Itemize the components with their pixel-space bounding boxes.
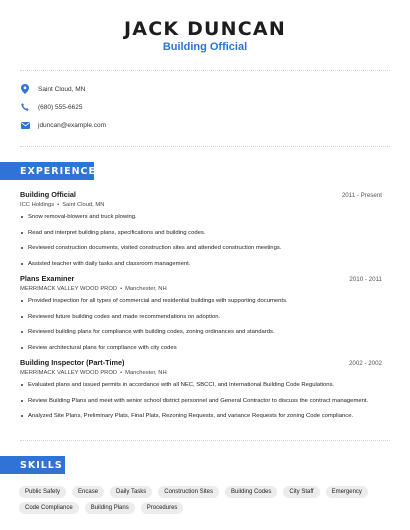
bullet-item: Review architectural plans for compliance with city codes: [20, 344, 382, 360]
contact-phone-text: (680) 555-6625: [38, 103, 83, 111]
skill-chip: City Staff: [283, 486, 319, 498]
job-entry-company-line: MERRIMACK VALLEY WOOD PROD • Manchester, NH: [20, 286, 167, 292]
job-entry: [20, 274, 382, 359]
skill-chip: Code Compliance: [19, 502, 79, 514]
job-entry-title: Building Inspector (Part-Time): [20, 358, 125, 367]
divider: [20, 70, 390, 71]
divider: [20, 146, 390, 147]
contact-phone: [20, 101, 82, 113]
bullet-item: Evaluated plans and issued permits in accordance with all NEC, SBCCI, and International Building Code Regulations.: [20, 381, 382, 397]
job-entry-dates: 2010 - 2011: [349, 276, 382, 283]
contact-email-text: jduncan@example.com: [38, 121, 107, 129]
bullet-item: Reviewed building plans for compliance with building codes, zoning ordinances and standards.: [20, 328, 382, 344]
bullet-item: Provided inspection for all types of commercial and residential buildings with supporting documents.: [20, 297, 382, 313]
job-bullets: [20, 213, 382, 275]
skill-chip: Building Plans: [85, 502, 135, 514]
job-entry: [20, 358, 382, 428]
contact-location-text: Saint Cloud, MN: [38, 85, 86, 93]
skill-chip: Emergency: [326, 486, 368, 498]
job-entry-dates: 2002 - 2002: [348, 360, 382, 367]
phone-icon: [20, 101, 30, 113]
divider: [20, 440, 390, 441]
job-entry-location: Saint Cloud, MN: [62, 202, 105, 208]
bullet-item: Analyzed Site Plans, Preliminary Plats, Final Plats, Rezoning Requests, and variance Requests for zoning Code compliance.: [20, 412, 382, 428]
location-pin-icon: [20, 83, 30, 95]
skill-chip: Public Safety: [19, 486, 66, 498]
bullet-item: Snow removal-blowers and truck plowing.: [20, 213, 382, 229]
job-entry-company: ICC Holdings: [20, 202, 55, 208]
bullet-item: Reviewed construction documents, visited construction sites and attended construction meetings.: [20, 244, 382, 260]
skills-heading: SKILLS: [0, 456, 65, 474]
job-entry-title: Building Official: [20, 190, 76, 199]
job-entry-title: Plans Examiner: [20, 274, 75, 283]
job-entry-company-line: MERRIMACK VALLEY WOOD PROD • Manchester, NH: [20, 370, 167, 376]
bullet-item: Read and interpret building plans, specifications and building codes.: [20, 229, 382, 245]
bullet-item: Reviewed future building codes and made recommendations on adoption.: [20, 313, 382, 329]
contact-location: [20, 83, 85, 95]
job-entry-dates: 2011 - Present: [341, 192, 382, 199]
bullet-item: Assisted teacher with daily tasks and classroom management.: [20, 260, 382, 276]
job-title: Building Official: [162, 41, 248, 53]
job-entry-company-line: ICC Holdings • Saint Cloud, MN: [20, 202, 105, 208]
contact-email: [20, 119, 106, 131]
job-entry-company: MERRIMACK VALLEY WOOD PROD: [20, 286, 118, 292]
skill-chip: Building Codes: [225, 486, 277, 498]
job-entry-company: MERRIMACK VALLEY WOOD PROD: [20, 370, 118, 376]
bullet-item: Review Building Plans and meet with senior school district personnel and General Contractor to discuss the contract management.: [20, 397, 382, 413]
job-bullets: [20, 381, 382, 428]
job-entry-location: Manchester, NH: [125, 370, 167, 376]
envelope-icon: [20, 119, 30, 131]
skill-chip: Construction Sites: [158, 486, 219, 498]
job-entry-location: Manchester, NH: [125, 286, 167, 292]
candidate-name: JACK DUNCAN: [124, 18, 286, 40]
skills-list: [19, 486, 397, 514]
job-entry: [20, 190, 382, 275]
skill-chip: Procedures: [141, 502, 184, 514]
job-bullets: [20, 297, 382, 359]
skill-chip: Daily Tasks: [110, 486, 152, 498]
skill-chip: Encase: [72, 486, 104, 498]
experience-heading: EXPERIENCE: [0, 162, 94, 180]
